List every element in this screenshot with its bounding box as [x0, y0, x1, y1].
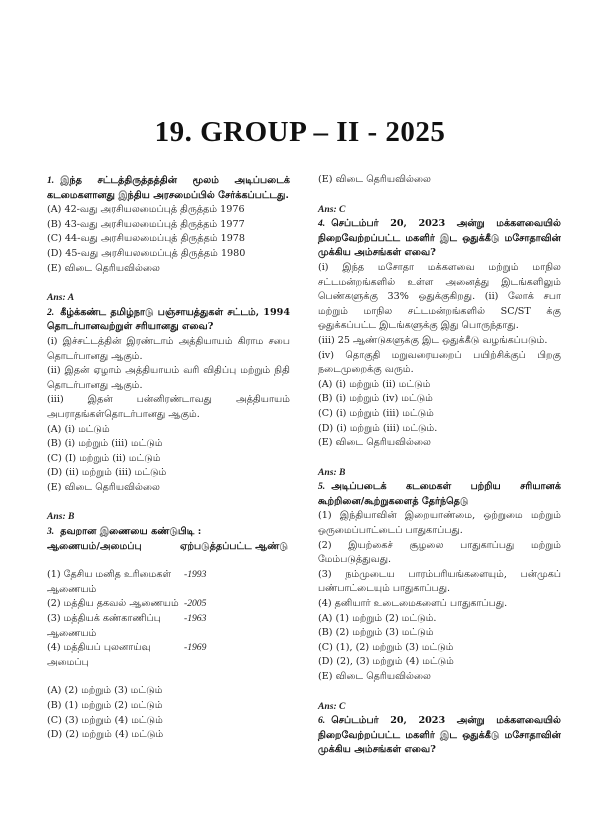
option: (B) (2) மற்றும் (3) மட்டும் — [318, 627, 434, 639]
body-cell: (1) தேசிய மனித உரிமைகள் ஆணையம் — [47, 569, 172, 595]
option: (B) (i) மற்றும் (iv) மட்டும் — [318, 393, 433, 405]
question-number: 5. — [318, 481, 326, 493]
body-cell: (4) மத்தியப் புலனாய்வு அமைப்பு — [47, 642, 151, 668]
statement: (i) இச்சட்டத்தின் இரண்டாம் அத்தியாயம் கிராம சபை தொடர்பானது ஆகும். — [47, 335, 290, 362]
statement: (ii) இதன் ஏழாம் அத்தியாயம் வரி விதிப்பு மற்றும் நிதி தொடர்பானது ஆகும். — [47, 365, 290, 391]
year-cell: -1963 — [184, 613, 207, 625]
answer: Ans: B — [47, 511, 75, 523]
statement: (1) இந்தியாவின் இறையாண்மை, ஒற்றுமை மற்றும் ஒருமைப்பாட்டைப் பாதுகாப்பது. — [318, 510, 561, 537]
option: (B) 43-வது அரசியலமைப்புத் திருத்தம் 1977 — [47, 218, 245, 230]
option: (E) விடை தெரியவில்லை — [47, 481, 160, 493]
body-cell: (2) மத்திய தகவல் ஆணையம் — [47, 598, 179, 610]
column-header: ஏற்படுத்தப்பட்ட ஆண்டு — [180, 540, 288, 552]
option: (C) (i) மற்றும் (iii) மட்டும் — [318, 407, 434, 419]
option: (C) (1), (2) மற்றும் (3) மட்டும் — [318, 641, 454, 653]
option: (C) 44-வது அரசியலமைப்புத் திருத்தம் 1978 — [47, 233, 246, 245]
question-text: இந்த சட்டத்திருத்தத்தின் மூலம் அடிப்படைக் கடமைகளானது இந்திய அரசமைப்பில் சேர்க்கப்பட்டது. — [47, 175, 290, 201]
year-cell: -1993 — [184, 569, 207, 581]
question-number: 6. — [318, 715, 326, 727]
column-header: ஆணையம்/அமைப்பு — [47, 540, 142, 552]
body-cell: (3) மத்தியக் கண்காணிப்பு ஆணையம் — [47, 613, 161, 639]
option: (D) 45-வது அரசியலமைப்புத் திருத்தம் 1980 — [47, 247, 246, 259]
question-1 — [47, 174, 290, 306]
question-number: 2. — [47, 306, 55, 318]
question-4 — [318, 217, 561, 480]
year-cell: -2005 — [184, 598, 207, 610]
question-text: தவறான இணையை கண்டுபிடி : — [60, 526, 202, 538]
option: (A) (i) மட்டும் — [47, 423, 110, 435]
option: (A) (i) மற்றும் (ii) மட்டும் — [318, 378, 431, 390]
statement: (i) இந்த மசோதா மக்களவை மற்றும் மாநில சட்டமன்றங்களில் உள்ள அனைத்து இடங்களிலும் பெண்களுக்கு 33% ஒதுக்குகிறது. (ii) லோக் சபா மற்றும் மாநில சட்டமன்றங்களில் SC/ST க்கு ஒதுக்கப்பட்ட இடங்களுக்கு இது பொருந்தாது. — [318, 261, 561, 332]
option: (D) (ii) மற்றும் (iii) மட்டும் — [47, 467, 167, 479]
question-text: கீழ்க்கண்ட தமிழ்நாடு பஞ்சாயத்துகள் சட்டம், 1994 தொடர்பானவற்றுள் சரியானது எவை? — [47, 306, 290, 333]
question-text: செப்டம்பர் 20, 2023 அன்று மக்களவையில் நிறைவேற்றப்பட்ட மகளிர் இட ஒதுக்கீடு மசோதாவின் முக்கிய அம்சங்கள் எவை? — [318, 218, 561, 259]
question-number: 3. — [47, 526, 55, 538]
option: (E) விடை தெரியவில்லை — [47, 262, 160, 274]
left-column — [47, 174, 290, 743]
table-row — [47, 597, 290, 612]
answer: Ans: C — [318, 203, 346, 215]
statement: (3) நம்முடைய பாரம்பரியங்களையும், பன்முகப் பண்பாட்டையும் பாதுகாப்பது. — [318, 568, 561, 595]
option: (D) (i) மற்றும் (iii) மட்டும். — [318, 422, 438, 434]
option: (D) (2) மற்றும் (4) மட்டும் — [47, 729, 164, 741]
year-cell: -1969 — [184, 642, 207, 654]
match-table — [47, 540, 290, 671]
right-column — [318, 173, 561, 758]
option: (B) (i) மற்றும் (iii) மட்டும் — [47, 438, 163, 450]
statement: (4) தனியார் உடைமைகளைப் பாதுகாப்பது. — [318, 598, 508, 610]
statement: (iv) தொகுதி மறுவரையறைப் பயிற்சிக்குப் பிறகு நடைமுறைக்கு வரும். — [318, 349, 561, 376]
answer: Ans: C — [318, 700, 346, 712]
option: (A) (1) மற்றும் (2) மட்டும். — [318, 612, 437, 624]
question-number: 1. — [47, 175, 55, 186]
option: (C) (3) மற்றும் (4) மட்டும் — [47, 714, 163, 726]
option: (E) விடை தெரியவில்லை — [318, 671, 431, 682]
question-5 — [318, 480, 561, 714]
table-row — [47, 612, 290, 641]
option: (E) விடை தெரியவில்லை — [318, 437, 431, 449]
option: (B) (1) மற்றும் (2) மட்டும் — [47, 700, 163, 711]
option: (D) (2), (3) மற்றும் (4) மட்டும் — [318, 656, 454, 668]
option: (A) 42-வது அரசியலமைப்புத் திருத்தம் 1976 — [47, 204, 245, 216]
question-3 — [47, 525, 290, 743]
option: (C) (I) மற்றும் (ii) மட்டும் — [47, 452, 161, 464]
question-6 — [318, 714, 561, 758]
question-2 — [47, 306, 290, 525]
answer: Ans: B — [318, 466, 346, 478]
page-title: 19. GROUP – II - 2025 — [154, 116, 446, 148]
answer: Ans: A — [47, 292, 75, 304]
table-row — [47, 641, 290, 670]
statement: (2) இயற்கைச் சூழலை பாதுகாப்பது மற்றும் மேம்படுத்துவது. — [318, 539, 561, 566]
question-number: 4. — [318, 218, 326, 230]
statement: (iii) 25 ஆண்டுகளுக்கு இட ஒதுக்கீடு வழங்கப்படும். — [318, 334, 548, 346]
table-row — [47, 568, 290, 597]
option: (A) (2) மற்றும் (3) மட்டும் — [47, 685, 163, 697]
question-text: அடிப்படைக் கடமைகள் பற்றிய சரியானக் கூற்றினை/கூற்றுகளைத் தேர்ந்தெடு — [318, 481, 561, 507]
question-text: செப்டம்பர் 20, 2023 அன்று மக்களவையில் நிறைவேற்றப்பட்ட மகளிர் இட ஒதுக்கீடு மசோதாவின் முக்கிய அம்சங்கள் எவை? — [318, 715, 561, 756]
option: (E) விடை தெரியவில்லை — [318, 174, 431, 185]
statement: (iii) இதன் பன்னிரண்டாவது அத்தியாயம் அபராதங்கள்தொடர்பானது ஆகும். — [47, 394, 290, 420]
